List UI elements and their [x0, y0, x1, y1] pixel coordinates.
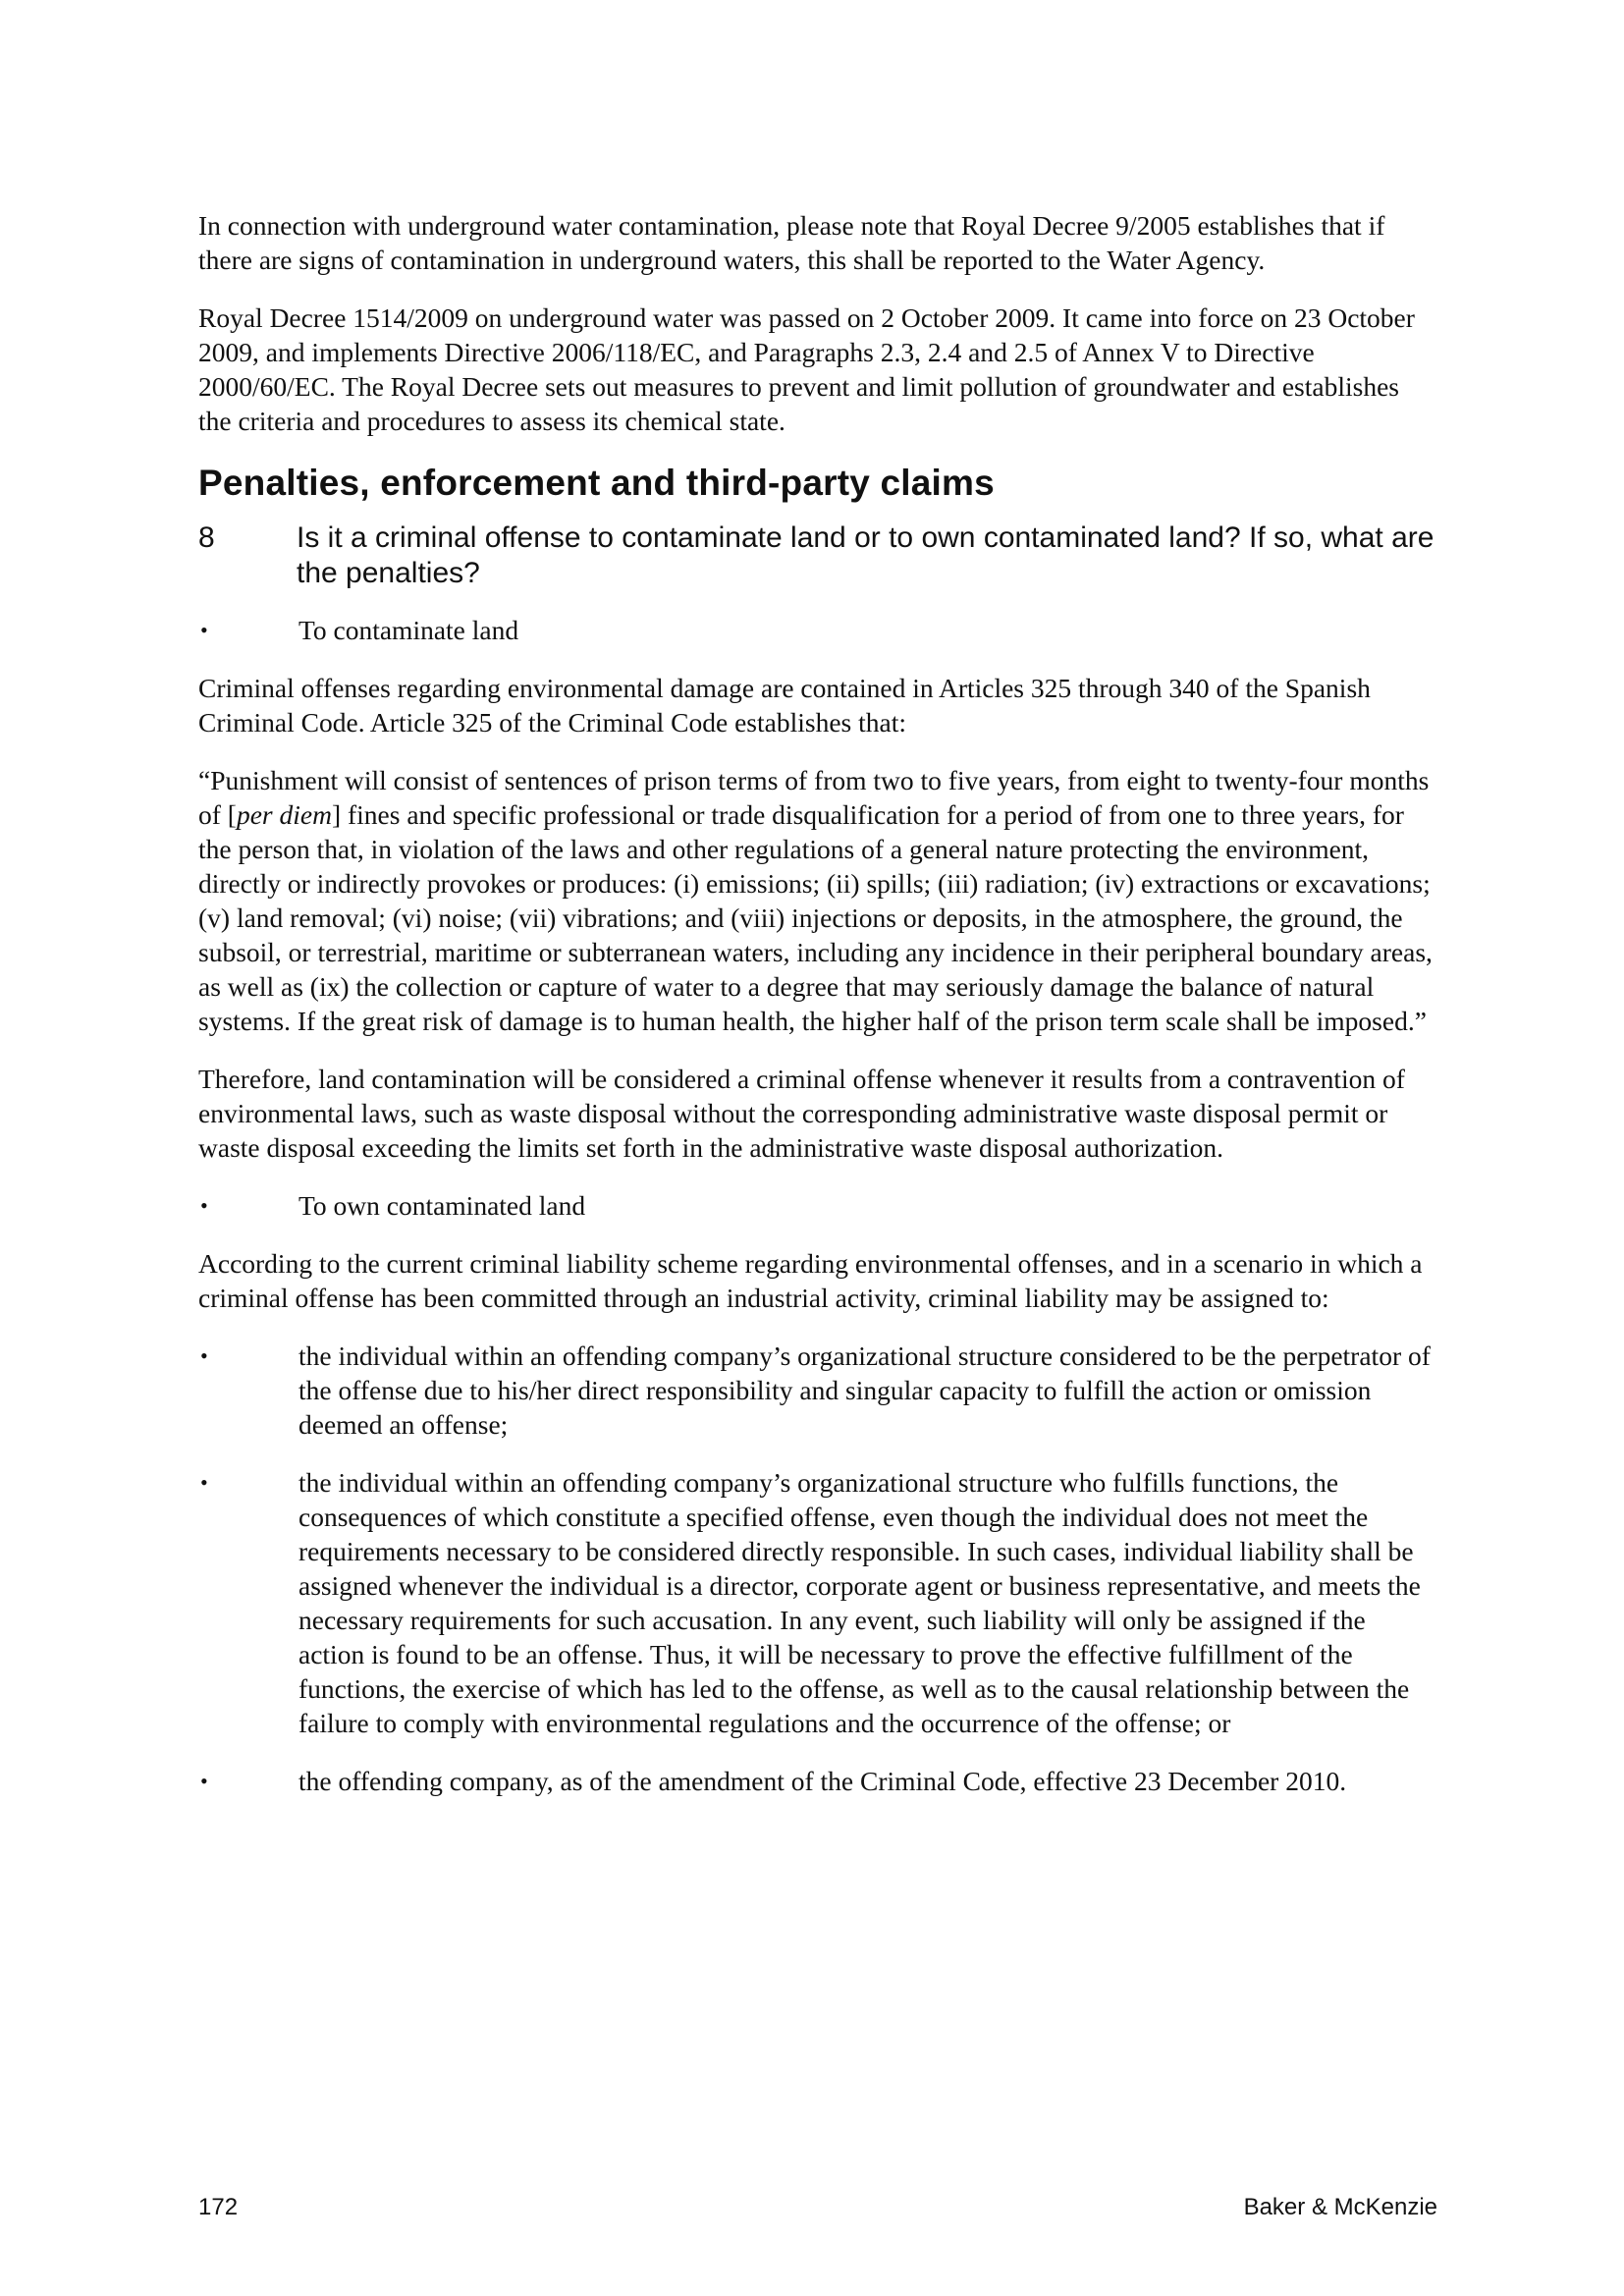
page-footer — [198, 2193, 1437, 2222]
question-text: Is it a criminal offense to contaminate land or to own contaminated land? If so, what are the penalties? — [297, 521, 1435, 589]
page-number: 172 — [198, 2194, 239, 2220]
paragraph-land-contamination-offense: Therefore, land contamination will be considered a criminal offense whenever it results from a contravention of environmental laws, such as waste disposal without the corresponding administrative waste disposal permit or waste disposal exceeding the limits set forth in the administrative waste disposal authorization. — [198, 1064, 1405, 1163]
list-item-text: the offending company, as of the amendment of the Criminal Code, effective 23 December 2010. — [298, 1766, 1347, 1796]
list-item — [198, 1339, 1437, 1442]
subheading-contaminate-land — [198, 613, 1437, 647]
subheading-text: To contaminate land — [298, 615, 519, 645]
paragraph-underground-water: In connection with underground water contamination, please note that Royal Decree 9/2005 establishes that if there are signs of contamination in underground waters, this shall be reported to the Water Agency. — [198, 210, 1385, 275]
paragraph-royal-decree-1514: Royal Decree 1514/2009 on underground water was passed on 2 October 2009. It came into force on 23 October 2009, and implements Directive 2006/118/EC, and Paragraphs 2.3, 2.4 and 2.5 of Annex V to Directive 2000/60/EC. The Royal Decree sets out measures to prevent and limit pollution of groundwater and establishes the criteria and procedures to assess its chemical state. — [198, 302, 1415, 436]
list-item — [198, 1764, 1437, 1798]
quote-text-part-1: “Punishment will consist of sentences of prison terms of from two to five years, from eight to twenty-four months of [ — [198, 765, 1430, 830]
subheading-text: To own contaminated land — [298, 1190, 586, 1221]
quote-text-part-2: ] fines and specific professional or trade disqualification for a period of from one to three years, for the person that, in violation of the laws and other regulations of a general nature protecting the environment, directly or indirectly provokes or produces: (i) emissions; (ii) spills; (iii) radiation; (iv) extractions or excavations; (v) land removal; (vi) noise; (vii) vibrations; and (viii) injections or deposits, in the atmosphere, the ground, the subsoil, or terrestrial, maritime or subterranean waters, including any incidence in their peripheral boundary areas, as well as (ix) the collection or capture of water to a degree that may seriously damage the balance of natural systems. If the great risk of damage is to human health, the higher half of the prison term scale shall be imposed.” — [198, 799, 1433, 1036]
paragraph-criminal-code-intro: Criminal offenses regarding environmental damage are contained in Articles 325 through 340 of the Spanish Criminal Code. Article 325 of the Criminal Code establishes that: — [198, 673, 1371, 738]
list-item-text: the individual within an offending company’s organizational structure who fulfills functions, the consequences of which constitute a specified offense, even though the individual does not meet the requirements necessary to be considered directly responsible. In such cases, individual liability shall be assigned whenever the individual is a director, corporate agent or business representative, and meets the necessary requirements for such accusation. In any event, such liability will only be assigned if the action is found to be an offense. Thus, it will be necessary to prove the effective fulfillment of the functions, the exercise of which has led to the offense, as well as to the causal relationship between the failure to comply with environmental regulations and the occurrence of the offense; or — [298, 1467, 1421, 1738]
paragraph-liability-scheme: According to the current criminal liability scheme regarding environmental offenses, and in a scenario in which a criminal offense has been committed through an industrial activity, criminal liability may be assigned to: — [198, 1248, 1423, 1313]
section-heading: Penalties, enforcement and third-party claims — [198, 463, 995, 503]
document-body — [198, 208, 1437, 1822]
question-number: 8 — [198, 521, 215, 554]
quote-article-325 — [198, 763, 1437, 1038]
subheading-own-contaminated-land — [198, 1188, 1437, 1223]
list-item — [198, 1465, 1437, 1740]
bullet-icon: • — [200, 1769, 208, 1793]
bullet-icon: • — [200, 1343, 208, 1368]
list-item-text: the individual within an offending company’s organizational structure considered to be the perpetrator of the offense due to his/her direct responsibility and singular capacity to fulfill the action or omission deemed an offense; — [298, 1340, 1431, 1440]
bullet-icon: • — [200, 618, 208, 642]
question-8 — [198, 520, 1437, 591]
bullet-icon: • — [200, 1470, 208, 1495]
firm-name: Baker & McKenzie — [1243, 2194, 1437, 2220]
quote-italic-term: per diem — [236, 799, 332, 830]
bullet-icon: • — [200, 1193, 208, 1218]
